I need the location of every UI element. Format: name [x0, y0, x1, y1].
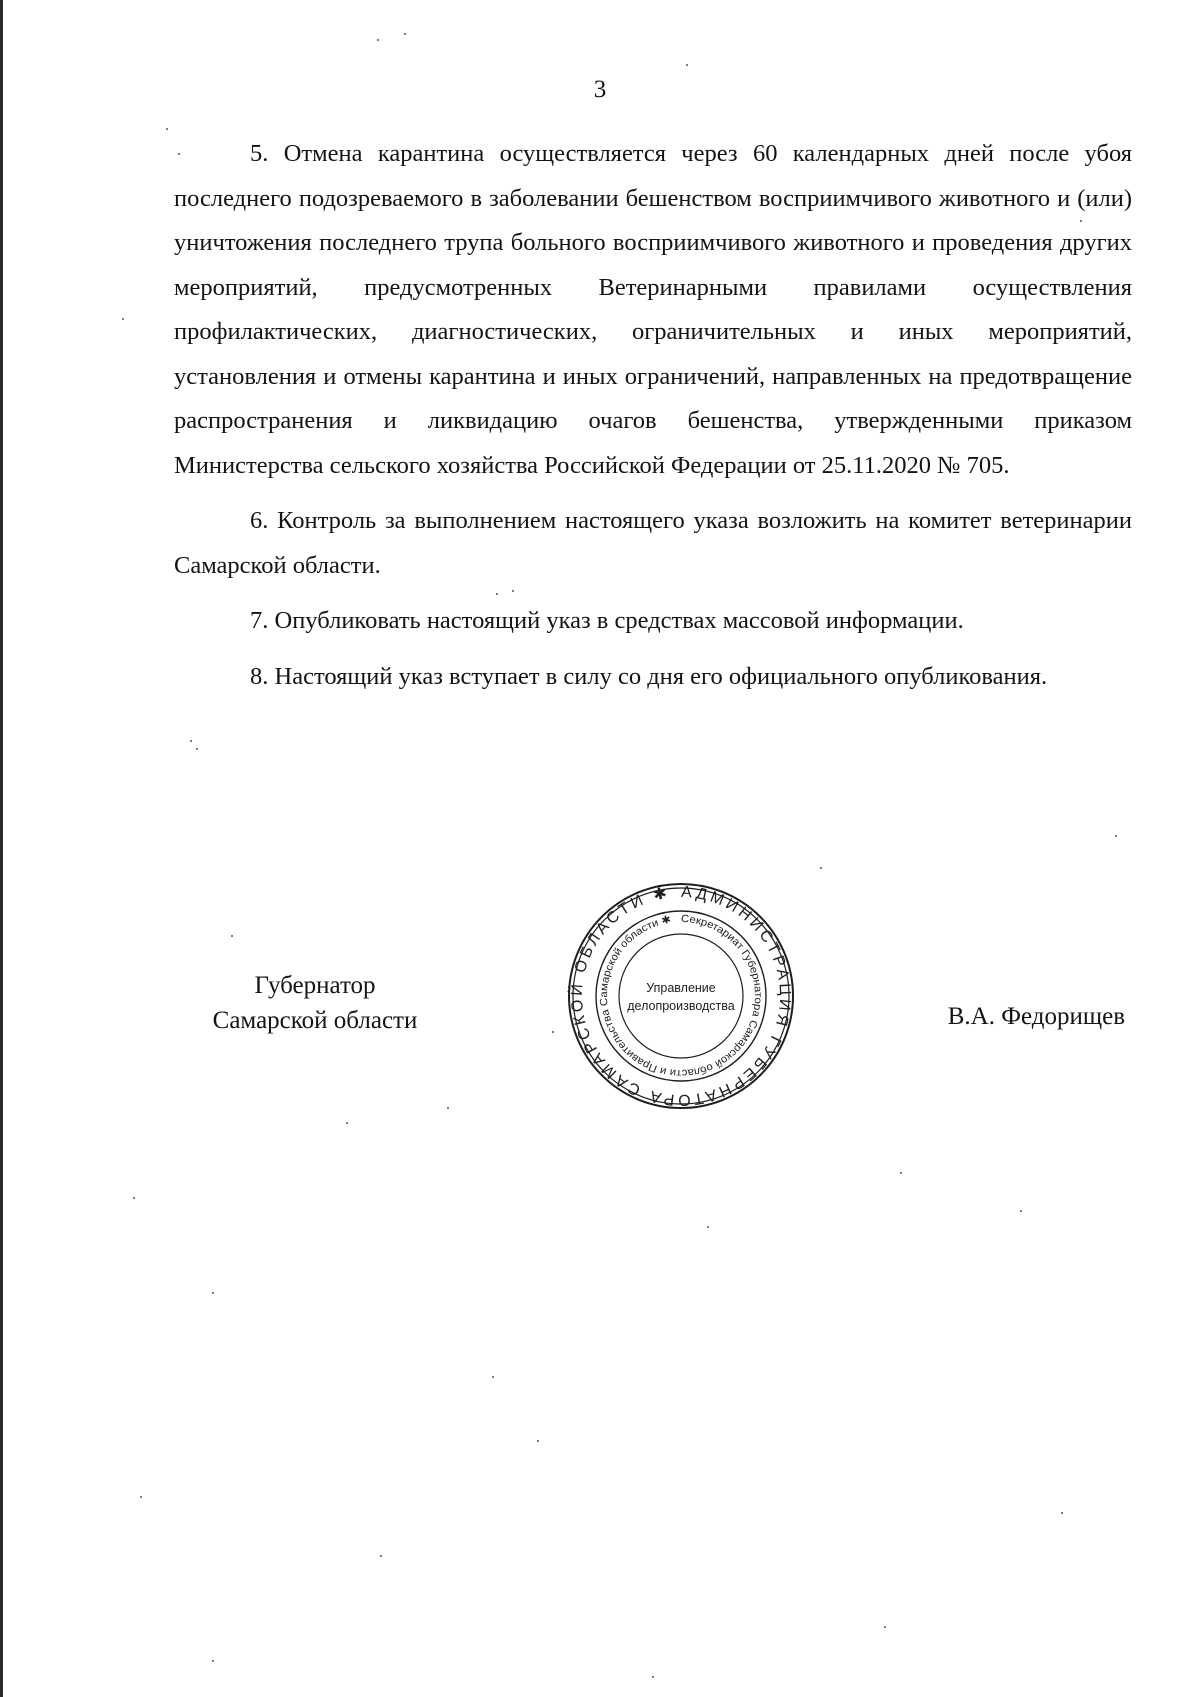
paragraph-5: 5. Отмена карантина осуществляется через 60 календарных дней после убоя последнего подозреваемого в заболевании бешенством восприимчивого животного и (или) уничтожения последнего трупа больного восприимчивого животного и проведения других мероприятий, предусмотренных Ветеринарными правилами осуществления профилактических, диагностических, ограничительных и иных мероприятий, установления и отмены карантина и иных ограничений, направленных на предотвращение распространения и ликвидацию очагов бешенства, утвержденными приказом Министерства сельского хозяйства Российской Федерации от 25.11.2020 № 705. — [174, 140, 1132, 479]
stamp-center-line2: делопроизводства — [627, 999, 735, 1013]
document-body — [174, 132, 1132, 710]
page-number: 3 — [593, 76, 607, 103]
stamp-outer-ring-text: АДМИНИСТРАЦИЯ ГУБЕРНАТОРА САМАРСКОЙ ОБЛАСТИ ✱ — [568, 883, 794, 1109]
paragraph-6: 6. Контроль за выполнением настоящего указа возложить на комитет ветеринарии Самарской области. — [174, 507, 1132, 579]
stamp-seal-icon — [565, 880, 797, 1112]
stamp-inner-ring-text: Секретариат Губернатора Самарской области и Правительства Самарской области ✱ — [597, 912, 765, 1080]
official-stamp — [565, 880, 797, 1112]
signatory-name: В.А. Федорищев — [947, 1003, 1125, 1030]
paragraph-8: 8. Настоящий указ вступает в силу со дня его официального опубликования. — [250, 662, 1048, 690]
page-edge — [0, 0, 3, 1697]
signatory-title-line2: Самарской области — [212, 1007, 418, 1034]
paragraph-7: 7. Опубликовать настоящий указ в средствах массовой информации. — [250, 607, 964, 634]
stamp-center-line1: Управление — [646, 981, 716, 995]
signatory-title-line1: Губернатор — [254, 972, 376, 999]
signatory-title — [170, 968, 460, 1038]
